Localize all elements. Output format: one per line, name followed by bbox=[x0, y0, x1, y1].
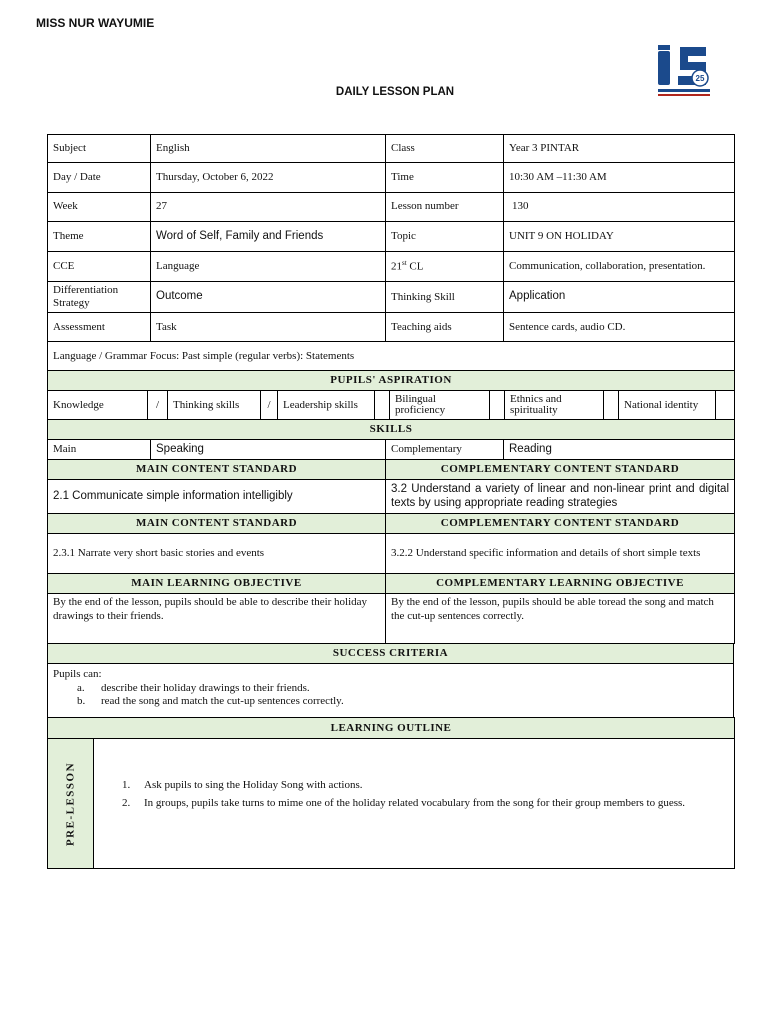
class-value: Year 3 PINTAR bbox=[504, 135, 735, 163]
cce-label: CCE bbox=[48, 252, 151, 282]
diff-label: Differentiation Strategy bbox=[48, 282, 151, 313]
outline-step: 1. Ask pupils to sing the Holiday Song with actions. bbox=[122, 779, 363, 792]
subject-value: English bbox=[151, 135, 386, 163]
aspiration-leadership-mark bbox=[375, 391, 390, 420]
thinking-label: Thinking Skill bbox=[386, 282, 504, 313]
aspiration-knowledge-mark: / bbox=[148, 391, 168, 420]
standards-table bbox=[47, 459, 735, 644]
aspiration-bilingual: Bilingual proficiency bbox=[390, 391, 490, 420]
aspiration-knowledge: Knowledge bbox=[48, 391, 148, 420]
info-table bbox=[47, 134, 735, 371]
main-objective-heading: MAIN LEARNING OBJECTIVE bbox=[48, 574, 386, 594]
aspiration-national-mark bbox=[716, 391, 735, 420]
main-content-standard: 2.1 Communicate simple information intelligibly bbox=[48, 480, 386, 514]
success-criteria bbox=[48, 664, 734, 718]
week-value: 27 bbox=[151, 193, 386, 222]
outline-heading: LEARNING OUTLINE bbox=[48, 718, 735, 739]
success-heading: SUCCESS CRITERIA bbox=[48, 644, 734, 664]
success-intro: Pupils can: bbox=[53, 668, 102, 681]
aids-label: Teaching aids bbox=[386, 313, 504, 342]
lesson-label: Lesson number bbox=[386, 193, 504, 222]
day-label: Day / Date bbox=[48, 163, 151, 193]
phase-label: PRE-LESSON bbox=[63, 761, 76, 846]
document-title: DAILY LESSON PLAN bbox=[335, 86, 455, 98]
outline-phase bbox=[48, 739, 94, 869]
skills-main-label: Main bbox=[48, 440, 151, 460]
class-label: Class bbox=[386, 135, 504, 163]
theme-label: Theme bbox=[48, 222, 151, 252]
skills-comp-value: Reading bbox=[504, 440, 735, 460]
comp-objective-heading: COMPLEMENTARY LEARNING OBJECTIVE bbox=[386, 574, 735, 594]
lesson-plan-sheet bbox=[47, 134, 734, 869]
topic-value: UNIT 9 ON HOLIDAY bbox=[504, 222, 735, 252]
day-value: Thursday, October 6, 2022 bbox=[151, 163, 386, 193]
skills-heading: SKILLS bbox=[48, 420, 735, 440]
comp-learning-standard: 3.2.2 Understand specific information and details of short simple texts bbox=[386, 534, 735, 574]
cl-label: 21st CL bbox=[386, 252, 504, 282]
aids-value: Sentence cards, audio CD. bbox=[504, 313, 735, 342]
main-objective: By the end of the lesson, pupils should be able to describe their holiday drawings to their friends. bbox=[48, 594, 386, 644]
aspiration-ethnics-mark bbox=[604, 391, 619, 420]
comp-learning-heading: COMPLEMENTARY CONTENT STANDARD bbox=[386, 514, 735, 534]
week-label: Week bbox=[48, 193, 151, 222]
subject-label: Subject bbox=[48, 135, 151, 163]
time-label: Time bbox=[386, 163, 504, 193]
aspiration-leadership: Leadership skills bbox=[278, 391, 375, 420]
comp-content-heading: COMPLEMENTARY CONTENT STANDARD bbox=[386, 460, 735, 480]
assessment-value: Task bbox=[151, 313, 386, 342]
aspiration-ethnics: Ethnics and spirituality bbox=[505, 391, 604, 420]
topic-label: Topic bbox=[386, 222, 504, 252]
skills-comp-label: Complementary bbox=[386, 440, 504, 460]
cce-value: Language bbox=[151, 252, 386, 282]
skills-main-value: Speaking bbox=[151, 440, 386, 460]
grammar-focus: Language / Grammar Focus: Past simple (regular verbs): Statements bbox=[48, 342, 735, 371]
comp-objective: By the end of the lesson, pupils should be able toread the song and match the cut-up sentences correctly. bbox=[386, 594, 735, 644]
author-name: MISS NUR WAYUMIE bbox=[36, 16, 155, 30]
thinking-value: Application bbox=[504, 282, 735, 313]
main-learning-standard: 2.3.1 Narrate very short basic stories and events bbox=[48, 534, 386, 574]
diff-value: Outcome bbox=[151, 282, 386, 313]
lesson-value: 130 bbox=[504, 193, 735, 222]
time-value: 10:30 AM –11:30 AM bbox=[504, 163, 735, 193]
aspiration-thinking: Thinking skills bbox=[168, 391, 261, 420]
skills-table bbox=[47, 419, 735, 460]
success-table bbox=[47, 643, 734, 718]
logo-number: 25 bbox=[695, 74, 705, 83]
theme-value: Word of Self, Family and Friends bbox=[151, 222, 386, 252]
success-list bbox=[53, 682, 728, 708]
main-content-heading: MAIN CONTENT STANDARD bbox=[48, 460, 386, 480]
cl-value: Communication, collaboration, presentation. bbox=[504, 252, 735, 282]
main-learning-heading: MAIN CONTENT STANDARD bbox=[48, 514, 386, 534]
success-item: a. describe their holiday drawings to their friends. bbox=[77, 681, 310, 694]
outline-table bbox=[47, 717, 735, 869]
outline-steps bbox=[94, 739, 735, 869]
aspiration-bilingual-mark bbox=[490, 391, 505, 420]
comp-content-standard: 3.2 Understand a variety of linear and non-linear print and digital texts by using appropriate reading strategies bbox=[386, 480, 735, 514]
aspiration-national: National identity bbox=[619, 391, 716, 420]
outline-step: 2. In groups, pupils take turns to mime one of the holiday related vocabulary from the song for their group members to guess. bbox=[122, 796, 686, 809]
aspiration-table bbox=[47, 370, 735, 420]
aspiration-thinking-mark: / bbox=[261, 391, 278, 420]
aspiration-heading: PUPILS' ASPIRATION bbox=[48, 371, 735, 391]
success-item: b. read the song and match the cut-up sentences correctly. bbox=[77, 694, 344, 707]
assessment-label: Assessment bbox=[48, 313, 151, 342]
